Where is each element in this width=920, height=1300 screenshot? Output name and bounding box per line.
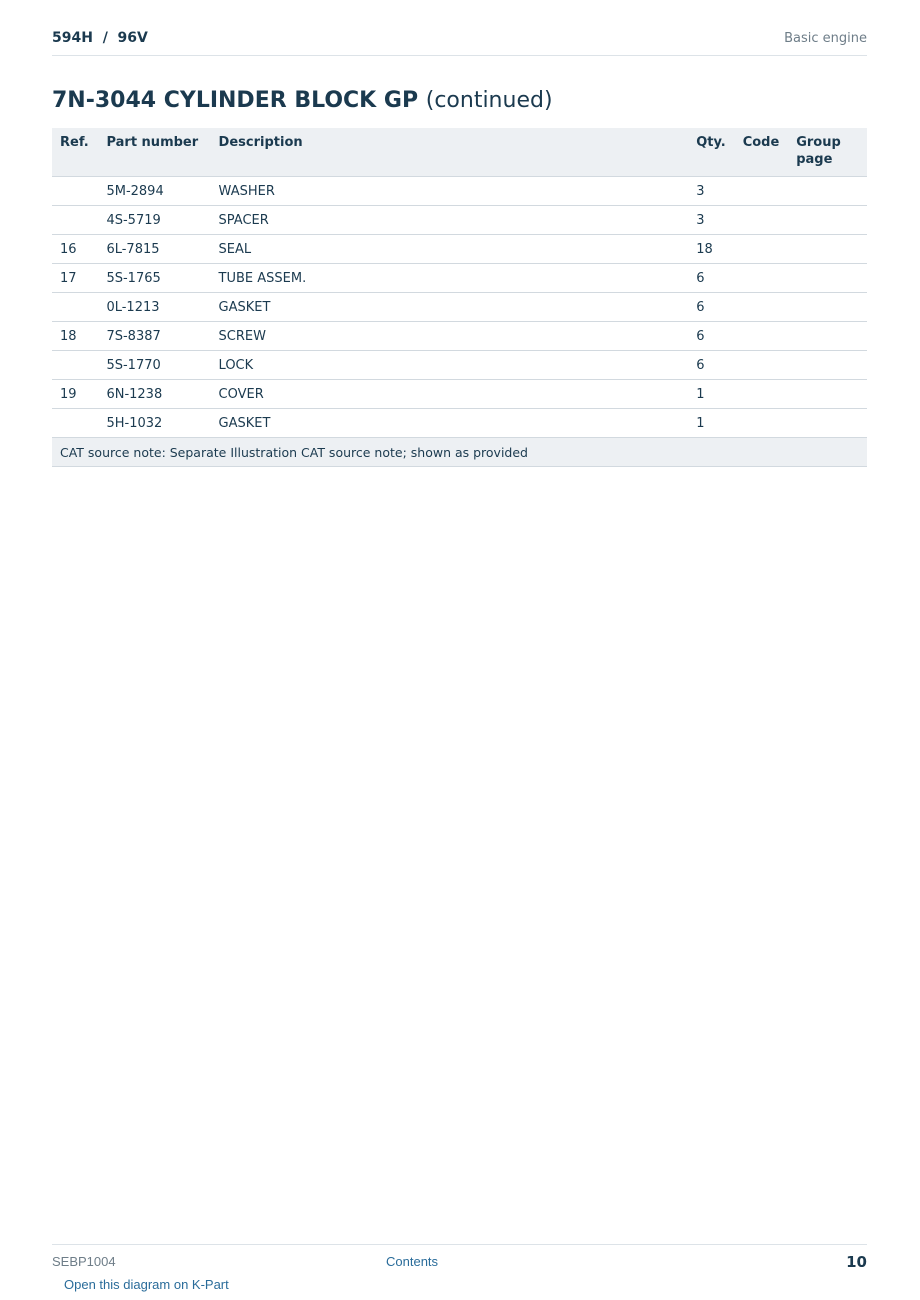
cell-code [735,380,789,409]
cell-part-number: 7S-8387 [98,322,210,351]
cell-ref: 17 [52,264,98,293]
table-row [52,322,867,351]
table-header-row [52,128,867,177]
cell-qty: 18 [688,235,734,264]
column-header-qty: Qty. [688,128,734,177]
cell-code [735,235,789,264]
title-main: 7N-3044 CYLINDER BLOCK GP [52,88,419,113]
section-name: Basic engine [784,31,867,46]
table-row [52,206,867,235]
source-note-row [52,438,867,467]
cell-ref: 18 [52,322,98,351]
cell-description: GASKET [211,293,689,322]
parts-table [52,128,867,467]
cell-description: WASHER [211,177,689,206]
title-suffix: (continued) [425,88,553,113]
cell-qty: 1 [688,380,734,409]
cell-group-page [788,351,867,380]
cell-description: TUBE ASSEM. [211,264,689,293]
cell-qty: 6 [688,293,734,322]
cell-group-page [788,409,867,438]
cell-group-page [788,206,867,235]
cell-group-page [788,293,867,322]
column-header-description: Description [211,128,689,177]
page-number: 10 [846,1253,867,1271]
cell-qty: 3 [688,177,734,206]
column-header-part-number: Part number [98,128,210,177]
cell-part-number: 5S-1765 [98,264,210,293]
cell-code [735,351,789,380]
cell-ref [52,177,98,206]
document-code: SEBP1004 [52,1254,116,1269]
cell-ref [52,206,98,235]
open-diagram-kpart-link[interactable]: Open this diagram on K-Part [64,1277,229,1292]
table-row [52,380,867,409]
cell-description: COVER [211,380,689,409]
cell-group-page [788,322,867,351]
model-id: 594H / 96V [52,30,148,46]
column-header-code: Code [735,128,789,177]
table-row [52,235,867,264]
table-row [52,264,867,293]
cell-qty: 3 [688,206,734,235]
cell-part-number: 4S-5719 [98,206,210,235]
cell-group-page [788,264,867,293]
cell-ref [52,351,98,380]
cell-description: SCREW [211,322,689,351]
cell-part-number: 5S-1770 [98,351,210,380]
column-header-group-page: Group page [788,128,867,177]
cell-group-page [788,235,867,264]
cell-code [735,409,789,438]
cell-qty: 6 [688,322,734,351]
cell-ref: 16 [52,235,98,264]
page-title [52,88,553,113]
table-row [52,351,867,380]
cell-description: SPACER [211,206,689,235]
cell-code [735,206,789,235]
cell-part-number: 0L-1213 [98,293,210,322]
cell-description: GASKET [211,409,689,438]
cell-part-number: 5H-1032 [98,409,210,438]
cell-group-page [788,177,867,206]
cell-qty: 6 [688,351,734,380]
cell-group-page [788,380,867,409]
column-header-ref: Ref. [52,128,98,177]
page-footer [52,1244,867,1275]
cell-code [735,264,789,293]
cell-code [735,177,789,206]
cell-description: SEAL [211,235,689,264]
cell-part-number: 5M-2894 [98,177,210,206]
cell-qty: 6 [688,264,734,293]
cell-part-number: 6L-7815 [98,235,210,264]
page-header [52,28,867,56]
table-row [52,409,867,438]
cell-code [735,322,789,351]
cell-ref [52,409,98,438]
cell-ref [52,293,98,322]
contents-link[interactable]: Contents [386,1254,439,1269]
table-row [52,177,867,206]
cell-code [735,293,789,322]
cell-part-number: 6N-1238 [98,380,210,409]
cell-qty: 1 [688,409,734,438]
cell-description: LOCK [211,351,689,380]
source-note: CAT source note: Separate Illustration CAT source note; shown as provided [52,438,867,467]
cell-ref: 19 [52,380,98,409]
table-row [52,293,867,322]
